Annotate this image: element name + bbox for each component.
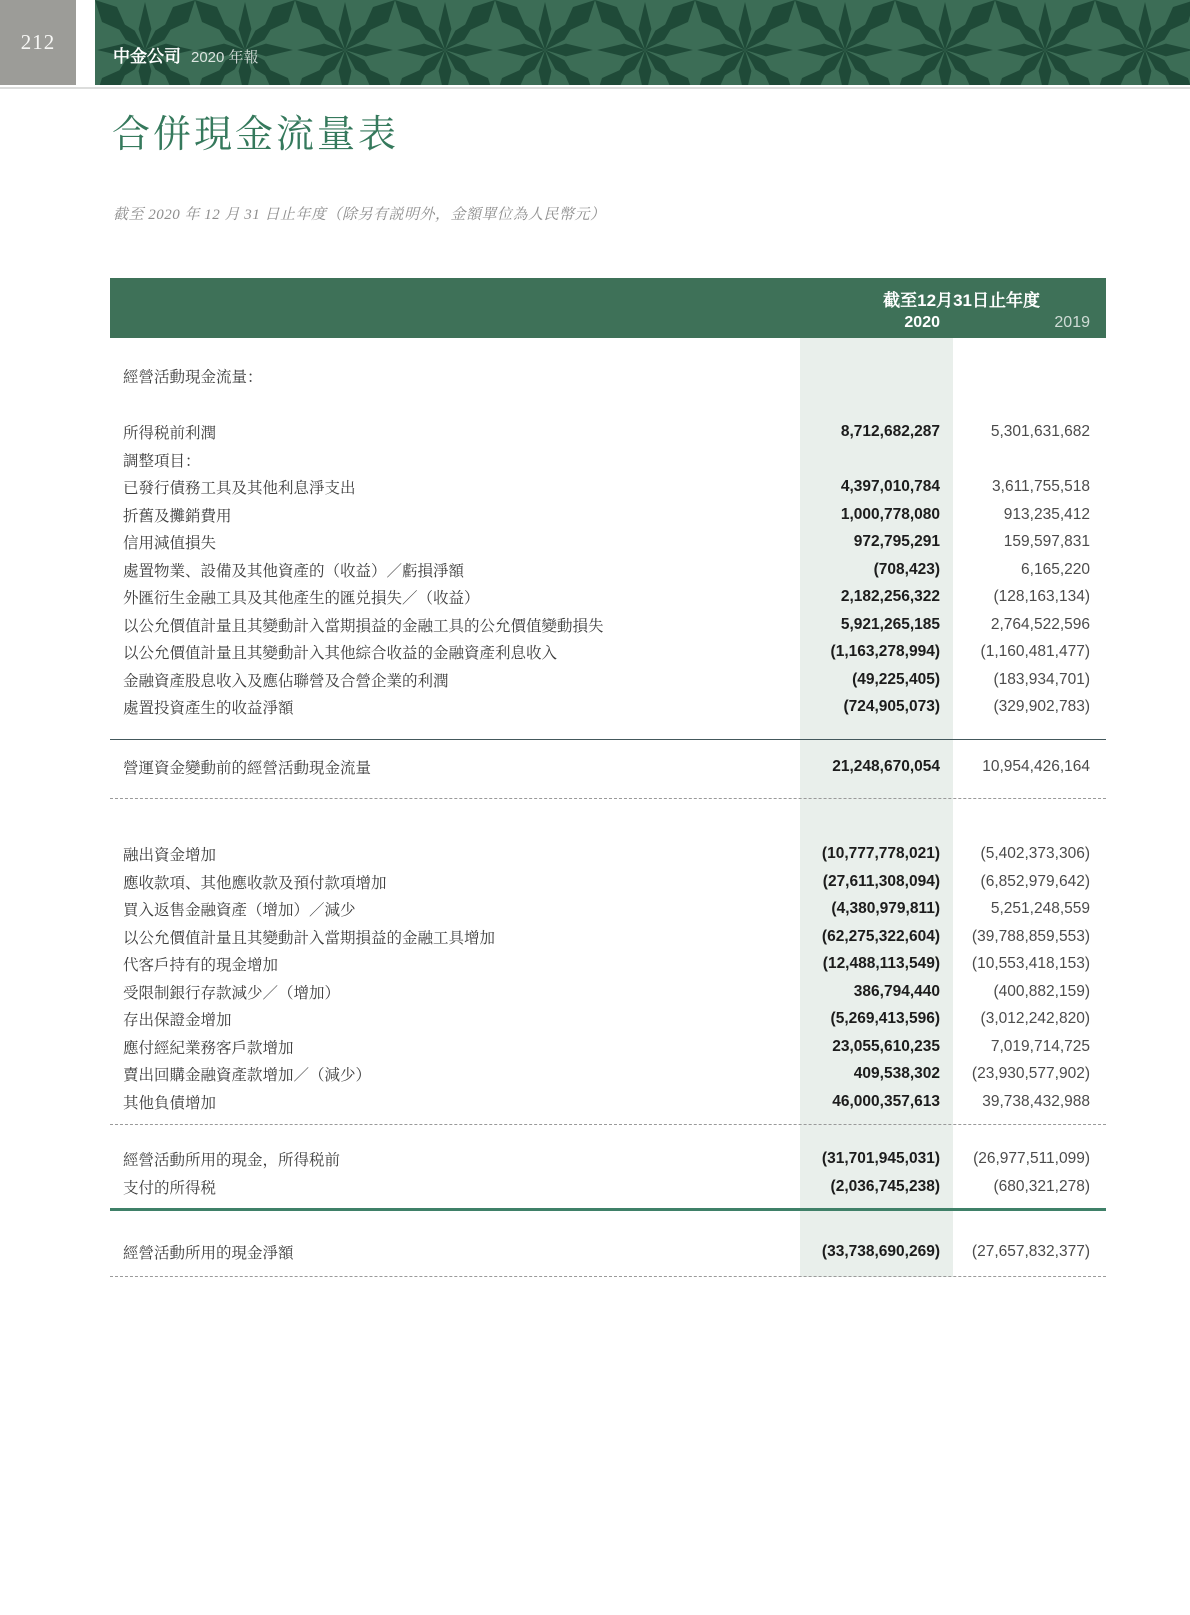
- value-2019: (23,930,577,902): [971, 1065, 1090, 1083]
- table-row: [110, 666, 1106, 694]
- banner-underline: [0, 87, 1190, 89]
- value-2019: (10,553,418,153): [971, 955, 1090, 973]
- value-2020: 4,397,010,784: [840, 478, 940, 496]
- value-2019: (128,163,134): [993, 588, 1090, 606]
- row-label: 支付的所得税: [123, 1179, 217, 1197]
- value-2019: 39,738,432,988: [982, 1092, 1090, 1110]
- page-title: 合併現金流量表: [112, 114, 400, 156]
- table-row: [110, 978, 1106, 1006]
- row-label: 已發行債務工具及其他利息淨支出: [123, 480, 356, 498]
- row-label: 金融資產股息收入及應佔聯營及合營企業的利潤: [123, 672, 449, 690]
- table-row: [110, 639, 1106, 667]
- row-spacer: [110, 740, 1106, 753]
- table-row: [110, 868, 1106, 896]
- row-label: 買入返售金融資產（增加）／減少: [123, 902, 356, 920]
- value-2019: 913,235,412: [1003, 505, 1090, 523]
- value-2020: 21,248,670,054: [832, 757, 940, 775]
- value-2019: (3,012,242,820): [980, 1010, 1090, 1028]
- page-number-box: [0, 0, 76, 85]
- value-2019: 10,954,426,164: [982, 757, 1090, 775]
- cash-flow-table: [110, 338, 1106, 1277]
- row-label: 代客戶持有的現金增加: [123, 957, 279, 975]
- table-row: [110, 694, 1106, 722]
- row-spacer: [110, 1211, 1106, 1239]
- row-label: 調整項目：: [123, 452, 201, 470]
- value-2020: (62,275,322,604): [821, 927, 940, 945]
- row-spacer: [110, 1116, 1106, 1124]
- value-2019: (1,160,481,477): [980, 643, 1090, 661]
- row-label: 經營活動所用的現金淨額: [123, 1245, 294, 1263]
- row-spacer: [110, 799, 1106, 841]
- value-2019: (183,934,701): [993, 670, 1090, 688]
- table-row: [110, 1033, 1106, 1061]
- table-row: [110, 1088, 1106, 1116]
- col-header-2019: 2019: [1054, 314, 1090, 331]
- value-2020: 1,000,778,080: [840, 505, 940, 523]
- table-row: [110, 446, 1106, 474]
- value-2020: (31,701,945,031): [821, 1150, 940, 1168]
- brand-name: 中金公司: [113, 47, 181, 66]
- value-2020: (27,611,308,094): [822, 872, 940, 890]
- row-label: 處置物業、設備及其他資產的（收益）／虧損淨額: [123, 562, 465, 580]
- section-header: 經營活動現金流量：: [123, 368, 263, 386]
- table-row: [110, 529, 1106, 557]
- value-2019: 3,611,755,518: [992, 478, 1090, 496]
- value-2019: 159,597,831: [1003, 533, 1090, 551]
- value-2019: (329,902,783): [993, 698, 1090, 716]
- value-2020: (33,738,690,269): [821, 1243, 940, 1261]
- section-header-row: [110, 362, 1106, 390]
- value-2020: 23,055,610,235: [832, 1037, 940, 1055]
- value-2019: (5,402,373,306): [980, 845, 1090, 863]
- value-2020: (1,163,278,994): [830, 643, 940, 661]
- value-2019: (27,657,832,377): [971, 1243, 1090, 1261]
- value-2020: 46,000,357,613: [832, 1092, 940, 1110]
- col-header-2020: 2020: [904, 314, 940, 331]
- page-number: 212: [20, 30, 56, 54]
- page-subtitle: 截至 2020 年 12 月 31 日止年度（除另有説明外，金額單位為人民幣元）: [113, 207, 606, 223]
- row-label: 受限制銀行存款減少／（增加）: [123, 984, 341, 1002]
- column-headers: [110, 314, 1106, 332]
- period-header: 截至12月31日止年度: [883, 291, 1040, 310]
- row-label: 以公允價值計量且其變動計入當期損益的金融工具增加: [123, 929, 496, 947]
- row-spacer: [110, 1125, 1106, 1146]
- table-row: [110, 896, 1106, 924]
- value-2019: (400,882,159): [993, 982, 1090, 1000]
- table-row: [110, 923, 1106, 951]
- value-2020: (5,269,413,596): [830, 1010, 940, 1028]
- value-2020: (708,423): [873, 560, 940, 578]
- value-2019: 2,764,522,596: [990, 615, 1090, 633]
- table-row: [110, 1239, 1106, 1267]
- row-label: 其他負債增加: [123, 1094, 217, 1112]
- value-2019: 6,165,220: [1021, 560, 1090, 578]
- value-2019: (39,788,859,553): [971, 927, 1090, 945]
- table-row: [110, 501, 1106, 529]
- value-2020: 5,921,265,185: [840, 615, 940, 633]
- value-2020: (49,225,405): [852, 670, 940, 688]
- table-row: [110, 474, 1106, 502]
- table-row: [110, 556, 1106, 584]
- report-edition: 2020 年報: [191, 49, 259, 66]
- value-2020: (12,488,113,549): [822, 955, 940, 973]
- dashed-rule: [110, 1276, 1106, 1277]
- row-label: 處置投資產生的收益淨額: [123, 700, 294, 718]
- row-label: 經營活動所用的現金，所得税前: [123, 1152, 341, 1170]
- row-label: 以公允價值計量且其變動計入其他綜合收益的金融資產利息收入: [123, 645, 558, 663]
- row-label: 存出保證金增加: [123, 1012, 232, 1030]
- value-2019: 5,301,631,682: [990, 423, 1090, 441]
- row-label: 營運資金變動前的經營活動現金流量: [123, 759, 372, 777]
- table-row: [110, 1061, 1106, 1089]
- table-row: [110, 753, 1106, 781]
- value-2020: 972,795,291: [853, 533, 940, 551]
- table-row: [110, 1006, 1106, 1034]
- row-spacer: [110, 390, 1106, 419]
- table-header-band: [110, 278, 1106, 338]
- value-2019: (680,321,278): [993, 1177, 1090, 1195]
- table-row: [110, 1173, 1106, 1201]
- row-spacer: [110, 721, 1106, 739]
- report-banner: [95, 0, 1190, 85]
- table-row: [110, 951, 1106, 979]
- value-2019: 5,251,248,559: [990, 900, 1090, 918]
- row-spacer: [110, 1266, 1106, 1276]
- row-label: 所得税前利潤: [123, 425, 217, 443]
- row-label: 以公允價值計量且其變動計入當期損益的金融工具的公允價值變動損失: [123, 617, 604, 635]
- row-label: 信用減值損失: [123, 535, 217, 553]
- asanoha-pattern-decoration: [95, 0, 1190, 85]
- table-row: [110, 841, 1106, 869]
- row-label: 應付經紀業務客戶款增加: [123, 1039, 294, 1057]
- value-2020: 386,794,440: [853, 982, 940, 1000]
- row-label: 融出資金增加: [123, 847, 217, 865]
- row-label: 賣出回購金融資產款增加／（減少）: [123, 1067, 372, 1085]
- value-2020: 8,712,682,287: [840, 423, 940, 441]
- column-header-spacer: [110, 314, 800, 332]
- row-label: 應收款項、其他應收款及預付款項增加: [123, 874, 387, 892]
- table-row: [110, 419, 1106, 447]
- value-2019: 7,019,714,725: [990, 1037, 1090, 1055]
- table-row: [110, 584, 1106, 612]
- value-2020: 409,538,302: [853, 1065, 940, 1083]
- row-label: 外匯衍生金融工具及其他產生的匯兑損失／（收益）: [123, 590, 480, 608]
- value-2020: (724,905,073): [843, 698, 940, 716]
- table-row: [110, 1146, 1106, 1174]
- value-2020: (2,036,745,238): [830, 1177, 940, 1195]
- row-spacer: [110, 1201, 1106, 1208]
- value-2020: 2,182,256,322: [840, 588, 940, 606]
- banner-text: [113, 42, 259, 67]
- row-label: 折舊及攤銷費用: [123, 507, 232, 525]
- row-spacer: [110, 781, 1106, 798]
- table-row: [110, 611, 1106, 639]
- value-2020: (10,777,778,021): [821, 845, 940, 863]
- value-2020: (4,380,979,811): [831, 900, 940, 918]
- row-spacer: [110, 338, 1106, 362]
- value-2019: (6,852,979,642): [980, 872, 1090, 890]
- value-2019: (26,977,511,099): [973, 1150, 1090, 1168]
